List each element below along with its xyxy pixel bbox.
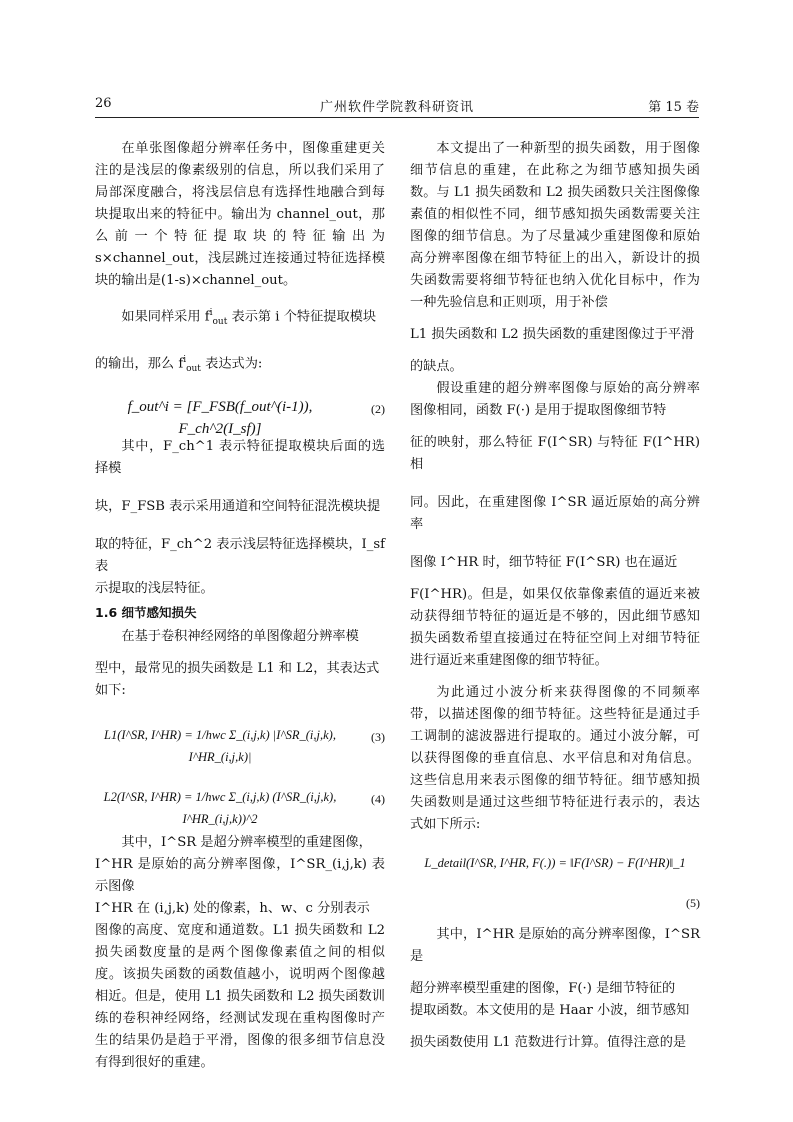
paragraph: 取的特征，F_ch^2 表示浅层特征选择模块，I_sf 表	[95, 537, 385, 575]
left-column	[95, 138, 385, 1074]
paragraph: 的缺点。	[410, 359, 463, 374]
paragraph: 同。因此，在重建图像 I^SR 逼近原始的高分辨率	[410, 495, 700, 532]
paragraph: 块，F_FSB 表示采用通道和空间特征混洗模块提	[95, 499, 381, 515]
paragraph: 为此通过小波分析来获得图像的不同频率带，以描述图像的细节特征。这些特征是通过手工调制的滤波器进行提取的。通过小波分解，可以获得图像的垂直信息、水平信息和对角信息。这些信息用来表示图像的细节特征。细节感知损失函数则是通过这些细节特征进行表示的，表达式如下所示:	[410, 685, 700, 832]
paragraph: 超分辨率模型重建的图像，F(·) 是细节特征的	[410, 981, 676, 996]
equation-number: (3)	[371, 730, 385, 745]
paragraph: I^HR 在 (i,j,k) 处的像素，h、w、c 分别表示	[95, 901, 370, 917]
page-number: 26	[95, 96, 112, 111]
equation-body: L2(I^SR, I^HR) = 1/hwc Σ_(i,j,k) (I^SR_(i,j,k), I^HR_(i,j,k))^2	[103, 790, 337, 827]
equation-number: (4)	[371, 792, 385, 807]
paragraph: 在单张图像超分辨率任务中，图像重建更关注的是浅层的像素级别的信息，所以我们采用了局部深度融合，将浅层信息有选择性地融合到每块提取出来的特征中。输出为 channel_out，那么前一个特征提取块的特征输出为 s×channel_out，浅层跳过连接通过特征选择模块的输出是(1-s)×channel_out。	[95, 141, 385, 288]
paragraph: L1 损失函数和 L2 损失函数的重建图像过于平滑	[410, 327, 695, 342]
running-header	[95, 96, 699, 118]
section-heading: 1.6 细节感知损失	[95, 605, 197, 621]
paragraph: 损失函数使用 L1 范数进行计算。值得注意的是	[410, 1035, 687, 1050]
paragraph: 其中，F_ch^1 表示特征提取模块后面的选择模	[95, 439, 385, 477]
equation-body: f_out^i = [F_FSB(f_out^(i-1)), F_ch^2(I_sf)]	[127, 399, 313, 438]
paragraph: 图像的高度、宽度和通道数。L1 损失函数和 L2 损失函数度量的是两个图像像素值之间的相似度。该损失函数的函数值越小，说明两个图像越相近。但是，使用 L1 损失函数和 L2 损失函数训练的卷积神经网络，经测试发现在重构图像时产生的结果仍是趋于平滑，图像的很多细节信息没有得到很好的重建。	[95, 923, 385, 1071]
paragraph: 在基于卷积神经网络的单图像超分辨率模	[121, 629, 359, 645]
equation-body: L1(I^SR, I^HR) = 1/hwc Σ_(i,j,k) |I^SR_(i,j,k), I^HR_(i,j,k)|	[104, 728, 336, 765]
paragraph: 提取函数。本文使用的是 Haar 小波，细节感知	[410, 1003, 690, 1018]
paragraph: F(I^HR)。但是，如果仅依靠像素值的逼近来被动获得细节特征的逼近是不够的，因此细节感知损失函数希望直接通过在特征空间上对细节特征进行逼近来重建图像的细节特征。	[410, 587, 700, 668]
paragraph: 征的映射，那么特征 F(I^SR) 与特征 F(I^HR) 相	[410, 435, 700, 472]
paragraph: 如果同样采用 $f^i_{out}$ 表示第 i 个特征提取模块	[121, 308, 377, 328]
equation-2	[95, 386, 385, 438]
paragraph: 如下:	[95, 683, 126, 699]
equation-4	[95, 770, 385, 826]
equation-5	[410, 842, 700, 886]
equation-body: L_detail(I^SR, I^HR, F(.)) = ‖F(I^SR) − F(I^HR)‖_1	[424, 856, 686, 870]
paragraph: 型中，最常见的损失函数是 L1 和 L2，其表达式	[95, 661, 380, 677]
paragraph: 假设重建的超分辨率图像与原始的高分辨率图像相同，函数 F(·) 是用于提取图像细节特	[410, 381, 700, 418]
paragraph: 示提取的浅层特征。	[95, 581, 214, 597]
right-column	[410, 138, 700, 1054]
paragraph: 其中，I^HR 是原始的高分辨率图像，I^SR 是	[410, 927, 700, 964]
equation-number: (2)	[371, 402, 385, 417]
paragraph: 本文提出了一种新型的损失函数，用于图像细节信息的重建，在此称之为细节感知损失函数。与 L1 损失函数和 L2 损失函数只关注图像像素值的相似性不同，细节感知损失函数需要关注图像的细节信息。为了尽量减少重建图像和原始高分辨率图像在细节特征上的出入，新设计的损失函数需要将细节特征也纳入优化目标中，作为一种先验信息和正则项，用于补偿	[410, 141, 700, 310]
equation-number: (5)	[686, 896, 700, 910]
equation-3	[95, 708, 385, 764]
paragraph: I^HR 是原始的高分辨率图像，I^SR_(i,j,k) 表示图像	[95, 857, 385, 895]
paragraph: 其中，I^SR 是超分辨率模型的重建图像，	[121, 835, 372, 851]
volume-label: 第 15 卷	[648, 100, 699, 115]
paragraph: 的输出，那么 $f^i_{out}$ 表达式为:	[95, 355, 263, 375]
journal-title: 广州软件学院教科研资讯	[319, 100, 474, 115]
header-rule	[95, 117, 699, 118]
paragraph: 图像 I^HR 时，细节特征 F(I^SR) 也在逼近	[410, 555, 678, 570]
